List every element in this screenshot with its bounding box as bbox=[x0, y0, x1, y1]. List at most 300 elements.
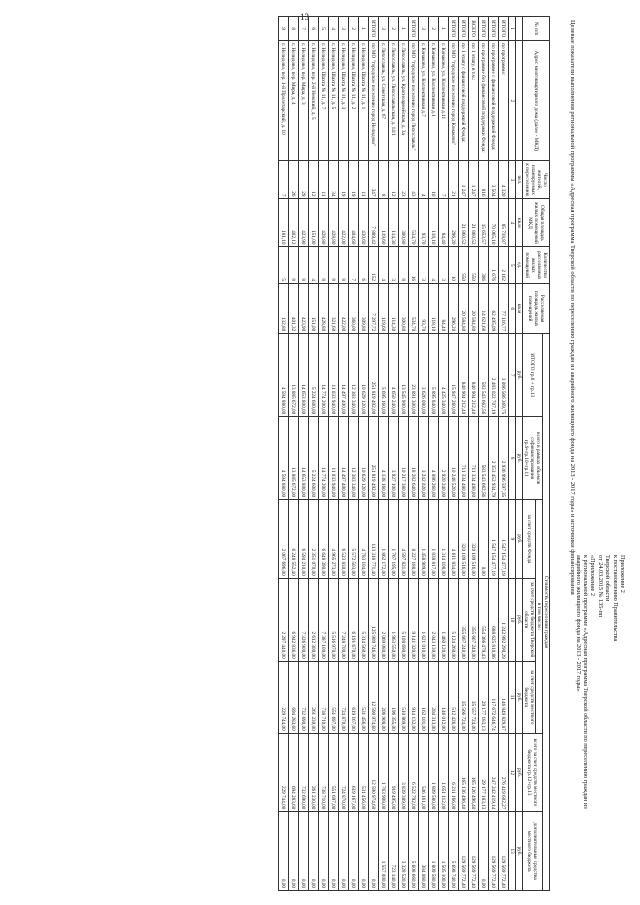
cell-total: 10 629 120,00 bbox=[359, 334, 369, 417]
cell-people: 19 bbox=[349, 161, 359, 199]
cell-total: 14 497 400,00 bbox=[339, 334, 349, 417]
cell-address: г. Конаково, ул. Коллективная д.11 bbox=[439, 41, 449, 161]
table-row bbox=[379, 17, 389, 891]
cell-total: 12 383 340,00 bbox=[349, 334, 359, 417]
column-index: 5 bbox=[509, 247, 516, 284]
cell-people: 7 bbox=[279, 161, 289, 199]
cell-extra: 5 698 740,00 bbox=[449, 812, 459, 891]
cell-extra: 0,00 bbox=[329, 812, 339, 891]
cell-local-all: 619 167,00 bbox=[349, 733, 359, 812]
cell-address: по программе без финансовой поддержки Фонда: bbox=[479, 41, 489, 161]
cell-fund: 1 862 172,00 bbox=[379, 500, 389, 579]
cell-region: 9 141 320,00 bbox=[409, 578, 419, 661]
cell-fund: 320 109 516,00 bbox=[469, 500, 479, 579]
cell-local-all: 546 161,00 bbox=[419, 733, 429, 812]
cell-extra: 0,00 bbox=[289, 812, 299, 891]
cell-extra: 129 569 772,40 bbox=[489, 812, 499, 891]
cell-local-all: 165 126 496,40 bbox=[469, 733, 479, 812]
cell-total: 5 695 160,00 bbox=[379, 334, 389, 417]
table-row bbox=[349, 17, 359, 891]
cell-units: 1 676 bbox=[489, 247, 499, 284]
cell-resettled-area: 534,70 bbox=[409, 284, 419, 334]
cell-fund: 4 783 104,00 bbox=[359, 500, 369, 579]
cell-extra: 0,00 bbox=[339, 812, 349, 891]
column-index: 3 bbox=[509, 161, 516, 199]
cell-total: 4 425 340,00 bbox=[439, 334, 449, 417]
cell-local: 29 177 183,13 bbox=[479, 661, 489, 733]
header-no: № п/п bbox=[523, 17, 550, 41]
cell-region: 6 191 670,00 bbox=[349, 578, 359, 661]
cell-no: 6 bbox=[309, 17, 319, 41]
column-index: 11 bbox=[509, 661, 516, 733]
cell-region: 5 108 690,00 bbox=[399, 578, 409, 661]
cell-units: 2 162 bbox=[499, 247, 509, 284]
cell-units: 5 bbox=[279, 247, 289, 284]
header-people: Число жителей, планируемых к переселению bbox=[523, 161, 550, 199]
cell-no: 3 bbox=[379, 17, 389, 41]
cell-region: 2 612 300,00 bbox=[309, 578, 319, 661]
cell-extra: 0,00 bbox=[319, 812, 329, 891]
cell-local: 551 697,00 bbox=[329, 661, 339, 733]
cell-resettled-area: 151,00 bbox=[309, 284, 319, 334]
cell-resettled-area: 114,30 bbox=[389, 284, 399, 334]
cell-cofinancing: 3 242 020,00 bbox=[419, 417, 429, 500]
column-index: 12 bbox=[509, 733, 516, 812]
header-row-1 bbox=[543, 17, 550, 891]
cell-units: 8 bbox=[289, 247, 299, 284]
cell-units: 8 bbox=[329, 247, 339, 284]
cell-total: 251 819 492,00 bbox=[369, 334, 379, 417]
cell-cofinancing: 13 885 672,00 bbox=[289, 417, 299, 500]
cell-region: 1 621 010,00 bbox=[419, 578, 429, 661]
cell-fund: 2 067 696,00 bbox=[279, 500, 289, 579]
header-fund: за счет средств Фонда bbox=[523, 500, 536, 579]
cell-cofinancing: 2 936 996 597,35 bbox=[499, 417, 509, 500]
cell-address: по 1 этапу, в т.ч.: bbox=[469, 41, 479, 161]
cell-local: 732 690,00 bbox=[299, 661, 309, 733]
cell-total: 23 891 300,00 bbox=[409, 334, 419, 417]
cell-extra: 0,00 bbox=[279, 812, 289, 891]
cell-cofinancing: 2 920 240,00 bbox=[439, 417, 449, 500]
cell-fund: 4 965 273,00 bbox=[329, 500, 339, 579]
cell-units: 3 bbox=[419, 247, 429, 284]
cell-area: 402,12 bbox=[289, 199, 299, 247]
cell-area: 296,20 bbox=[449, 199, 459, 247]
cell-local: 724 870,00 bbox=[339, 661, 349, 733]
cell-cofinancing: 4 594 880,00 bbox=[279, 417, 289, 500]
cell-no: ВСЕГО bbox=[469, 17, 479, 41]
cell-address: г. Нелидово, Шахта № 11, д. 5 bbox=[329, 41, 339, 161]
cell-fund: 113 318 771,40 bbox=[369, 500, 379, 579]
cell-no: 8 bbox=[289, 17, 299, 41]
cell-local: 162 101,00 bbox=[419, 661, 429, 733]
cell-total: 840 904 212,40 bbox=[469, 334, 479, 417]
cell-local: 531 456,00 bbox=[359, 661, 369, 733]
cell-extra: 1 505 100,00 bbox=[439, 812, 449, 891]
cell-extra: 0,00 bbox=[359, 812, 369, 891]
cell-area: 300,80 bbox=[399, 199, 409, 247]
cell-fund: 1 838 817,00 bbox=[429, 500, 439, 579]
cell-region: 1 963 550,00 bbox=[389, 578, 399, 661]
cell-cofinancing: 711 334 480,00 bbox=[459, 417, 469, 500]
cell-cofinancing: 4 138 160,00 bbox=[379, 417, 389, 500]
cell-extra: 0,00 bbox=[369, 812, 379, 891]
cell-address: г. Нелидово, пер. Мира, д. 4 bbox=[289, 41, 299, 161]
cell-resettled-area: 119,60 bbox=[379, 284, 389, 334]
cell-units: 16 bbox=[409, 247, 419, 284]
cell-total: 13 545 900,00 bbox=[399, 334, 409, 417]
cell-cofinancing: 5 224 600,00 bbox=[309, 417, 319, 500]
cell-total: 11 033 940,00 bbox=[329, 334, 339, 417]
cell-people: 8 bbox=[379, 161, 389, 199]
cell-address: г. Нелидово, Шахта № 11, д. 1 bbox=[359, 41, 369, 161]
cell-units: 8 bbox=[399, 247, 409, 284]
cell-units: 6 bbox=[359, 247, 369, 284]
cell-people: 3 504 bbox=[489, 161, 499, 199]
unit-cell bbox=[516, 17, 523, 41]
header-extra: дополнительные средства местного бюджета bbox=[523, 812, 543, 891]
cell-extra: 1 809 580,00 bbox=[429, 812, 439, 891]
header-units: Количество расселяемых жилых помещений bbox=[523, 247, 550, 284]
cell-region: 5 516 970,00 bbox=[329, 578, 339, 661]
cell-local-all: 551 697,00 bbox=[329, 733, 339, 812]
cell-units: 152 bbox=[369, 247, 379, 284]
cell-local: 117 672 646,74 bbox=[489, 661, 499, 733]
cell-area: 428,80 bbox=[319, 199, 329, 247]
cell-extra: 0,00 bbox=[299, 812, 309, 891]
cell-fund: 6 594 210,00 bbox=[299, 500, 309, 579]
cell-people: 12 bbox=[309, 161, 319, 199]
cell-people: 29 bbox=[299, 161, 309, 199]
cell-cofinancing: 10 629 120,00 bbox=[359, 417, 369, 500]
cell-resettled-area: 20 584,80 bbox=[469, 284, 479, 334]
cell-no: 1 bbox=[439, 17, 449, 41]
cell-extra: 3 328 520,00 bbox=[399, 812, 409, 891]
cell-cofinancing: 583 543 662,56 bbox=[479, 417, 489, 500]
cell-local-all: 1 763 908,00 bbox=[379, 733, 389, 812]
cell-units: 3 bbox=[389, 247, 399, 284]
cell-area: 423,90 bbox=[299, 199, 309, 247]
cell-local: 35 557 724,00 bbox=[469, 661, 479, 733]
cell-local-all: 724 870,00 bbox=[339, 733, 349, 812]
cell-local-all: 276 419 602,27 bbox=[499, 733, 509, 812]
unit-cell: кв.м bbox=[516, 284, 523, 334]
cell-no: ИТОГО bbox=[409, 17, 419, 41]
cell-local: 35 566 724,00 bbox=[459, 661, 469, 733]
cell-address: г. Лихославль, ул. Советская, д. 67 bbox=[379, 41, 389, 161]
cell-no: 4 bbox=[329, 17, 339, 41]
cell-local: 196 355,00 bbox=[389, 661, 399, 733]
appendix-line: аварийного жилищного фонда на 2013 - 2017 годы» bbox=[574, 555, 582, 692]
cell-extra: 5 608 660,00 bbox=[409, 812, 419, 891]
cell-local-all: 694 283,60 bbox=[289, 733, 299, 812]
cell-fund: 1 767 195,00 bbox=[389, 500, 399, 579]
column-index: 7 bbox=[509, 334, 516, 417]
units-row bbox=[516, 17, 523, 891]
appendix-line: «Приложение 2 bbox=[589, 555, 597, 596]
header-cofinancing: всего в рамках объемов софинансирования гр.9+гр.10+гр.11 bbox=[523, 417, 543, 500]
cell-cofinancing: 2 353 452 934,79 bbox=[489, 417, 499, 500]
cell-region: 5 314 560,00 bbox=[359, 578, 369, 661]
cell-address: по МО "городское поселение город Лихославль" bbox=[409, 41, 419, 161]
cell-fund: 1 458 909,00 bbox=[419, 500, 429, 579]
cell-address: по МО "городское поселение город Конаково" bbox=[449, 41, 459, 161]
cell-units: 8 bbox=[339, 247, 349, 284]
cell-no: 2 bbox=[429, 17, 439, 41]
cell-extra: 384 060,00 bbox=[419, 812, 429, 891]
unit-cell: руб. bbox=[516, 334, 523, 417]
cell-local-all: 531 456,00 bbox=[359, 733, 369, 812]
cell-local: 738 710,00 bbox=[319, 661, 329, 733]
cell-cofinancing: 18 282 640,00 bbox=[409, 417, 419, 500]
cell-units: 8 bbox=[299, 247, 309, 284]
column-index: 13 bbox=[509, 812, 516, 891]
cell-cofinancing: 14 653 800,00 bbox=[299, 417, 309, 500]
cell-people: 12 bbox=[389, 161, 399, 199]
targets-table bbox=[278, 16, 550, 891]
page-number: 13 bbox=[300, 12, 309, 22]
appendix-line: к региональной программе «Адресная программа Тверской области по переселению граждан из bbox=[581, 555, 589, 809]
unit-cell: ед. bbox=[516, 247, 523, 284]
table-row bbox=[499, 17, 509, 891]
cell-people: 1 247 bbox=[469, 161, 479, 199]
cell-extra: 129 569 772,40 bbox=[459, 812, 469, 891]
cell-region: 6 942 836,00 bbox=[289, 578, 299, 661]
cell-units: 8 bbox=[319, 247, 329, 284]
table-row bbox=[489, 17, 499, 891]
cell-address: по 1 этапу с финансовой поддержкой Фонда: bbox=[459, 41, 469, 161]
table-row bbox=[479, 17, 489, 891]
cell-area: 430,60 bbox=[359, 199, 369, 247]
cell-no: 2 bbox=[389, 17, 399, 41]
table-row bbox=[319, 17, 329, 891]
appendix-line: от 24.03.2015 № 135-пп bbox=[596, 555, 604, 618]
cell-total: 2 483 022 707,19 bbox=[489, 334, 499, 417]
cell-local: 510 869,00 bbox=[399, 661, 409, 733]
column-index-row bbox=[509, 17, 516, 891]
cell-area: 181,10 bbox=[279, 199, 289, 247]
appendix-line: Приложение 2 bbox=[619, 555, 626, 593]
column-index: 2 bbox=[509, 41, 516, 161]
cell-units: 550 bbox=[459, 247, 469, 284]
cell-total: 3 066 566 369,75 bbox=[499, 334, 509, 417]
cell-local-all: 732 690,00 bbox=[299, 733, 309, 812]
cell-area: 93,70 bbox=[419, 199, 429, 247]
cell-fund: 1 547 154 477,19 bbox=[489, 500, 499, 579]
cell-region: 125 909 746,00 bbox=[369, 578, 379, 661]
cell-no: ИТОГО bbox=[369, 17, 379, 41]
cell-resettled-area: 7 297,72 bbox=[369, 284, 379, 334]
cell-address: г. Нелидово, пер. 1-й Пролетарский, д. 10 bbox=[279, 41, 289, 161]
cell-local-all: 3 839 389,00 bbox=[399, 733, 409, 812]
table-row bbox=[309, 17, 319, 891]
cell-fund: 4 597 821,00 bbox=[399, 500, 409, 579]
table-row bbox=[419, 17, 429, 891]
appendix-line: к постановлению Правительства bbox=[611, 555, 619, 642]
cell-people: 7 bbox=[439, 161, 449, 199]
cell-people: 23 bbox=[399, 161, 409, 199]
cell-local: 261 230,00 bbox=[309, 661, 319, 733]
cell-cofinancing: 251 819 492,00 bbox=[369, 417, 379, 500]
cell-resettled-area: 401,32 bbox=[289, 284, 299, 334]
cell-total: 4 650 240,00 bbox=[389, 334, 399, 417]
cell-local-all: 229 744,00 bbox=[279, 733, 289, 812]
cell-local: 146 012,00 bbox=[439, 661, 449, 733]
cell-units: 4 bbox=[309, 247, 319, 284]
cell-total: 15 947 260,00 bbox=[449, 334, 459, 417]
cell-cofinancing: 4 086 260,00 bbox=[429, 417, 439, 500]
cell-cofinancing: 10 248 520,00 bbox=[449, 417, 459, 500]
table-row bbox=[369, 17, 379, 891]
cell-extra: 723 140,00 bbox=[389, 812, 399, 891]
column-index: 8 bbox=[509, 417, 516, 500]
table-row bbox=[409, 17, 419, 891]
cell-address: г. Нелидово, Шахта № 11, д. 7 bbox=[319, 41, 329, 161]
header-local-all: всего за счет средств местного бюджета гр.12+гр.13 bbox=[523, 733, 543, 812]
table-row bbox=[279, 17, 289, 891]
cell-resettled-area: 93,70 bbox=[419, 284, 429, 334]
cell-fund: 320 109 516,00 bbox=[459, 500, 469, 579]
cell-total: 4 594 880,00 bbox=[279, 334, 289, 417]
cell-cofinancing: 14 497 400,00 bbox=[339, 417, 349, 500]
cell-people: 43 bbox=[409, 161, 419, 199]
cell-people: 1 247 bbox=[459, 161, 469, 199]
cell-extra: 129 569 772,40 bbox=[469, 812, 479, 891]
cell-region: 7 387 100,00 bbox=[319, 578, 329, 661]
table-body bbox=[279, 17, 509, 891]
cell-people: 816 bbox=[479, 161, 489, 199]
cell-address: г. Конаково, ул. Коллективная д.7 bbox=[419, 41, 429, 161]
table-row bbox=[459, 17, 469, 891]
cell-extra: 0,00 bbox=[349, 812, 359, 891]
cell-region: 7 248 700,00 bbox=[339, 578, 349, 661]
cell-region: 355 667 240,00 bbox=[469, 578, 479, 661]
cell-address: г. Нелидово, пер. Мира, д. 3 bbox=[299, 41, 309, 161]
cell-area: 21 860,52 bbox=[469, 199, 479, 247]
cell-region: 5 124 260,00 bbox=[449, 578, 459, 661]
cell-fund: 4 611 834,00 bbox=[449, 500, 459, 579]
cell-people: 11 bbox=[319, 161, 329, 199]
column-index: 4 bbox=[509, 199, 516, 247]
cell-address: г. Нелидово, Шахта № 11, д. 3 bbox=[339, 41, 349, 161]
table-row bbox=[359, 17, 369, 891]
cell-fund: 6 648 390,00 bbox=[319, 500, 329, 579]
cell-resettled-area: 14 621,68 bbox=[479, 284, 489, 334]
cell-people: 10 bbox=[429, 161, 439, 199]
cell-extra: 0,00 bbox=[309, 812, 319, 891]
cell-total: 840 904 212,40 bbox=[459, 334, 469, 417]
cell-units: 4 bbox=[429, 247, 439, 284]
cell-no: 7 bbox=[299, 17, 309, 41]
cell-local-all: 6 211 166,00 bbox=[449, 733, 459, 812]
cell-resettled-area: 62 495,09 bbox=[489, 284, 499, 334]
cell-area: 151,00 bbox=[309, 199, 319, 247]
unit-cell: руб. bbox=[516, 661, 523, 733]
unit-cell: кв.м bbox=[516, 199, 523, 247]
cell-region: 355 667 240,00 bbox=[459, 578, 469, 661]
table-row bbox=[299, 17, 309, 891]
table-row bbox=[469, 17, 479, 891]
header-region: за счет средств бюджета Тверской области bbox=[523, 578, 536, 661]
cell-people: 19 bbox=[339, 161, 349, 199]
cell-area: 118,10 bbox=[429, 199, 439, 247]
cell-resettled-area: 296,20 bbox=[449, 284, 459, 334]
cell-address: г. Нелидово, пер. 2-й Невский, д. 5 bbox=[309, 41, 319, 161]
cell-cofinancing: 12 383 340,00 bbox=[349, 417, 359, 500]
cell-people: 21 bbox=[449, 161, 459, 199]
cell-address: г. Конаково, ул. Коллективная д.1 bbox=[429, 41, 439, 161]
cell-units: 4 bbox=[379, 247, 389, 284]
cell-no: 1 bbox=[399, 17, 409, 41]
cell-address: по программе с финансовой поддержкой Фонда: bbox=[489, 41, 499, 161]
unit-cell bbox=[516, 41, 523, 161]
cell-fund: 1 547 154 477,19 bbox=[499, 500, 509, 579]
table-row bbox=[399, 17, 409, 891]
cell-people: 4 bbox=[419, 161, 429, 199]
table-row bbox=[339, 17, 349, 891]
cell-region: 7 326 900,00 bbox=[299, 578, 309, 661]
cell-extra: 0,00 bbox=[479, 812, 489, 891]
cell-no: 3 bbox=[339, 17, 349, 41]
cell-total: 13 885 672,00 bbox=[289, 334, 299, 417]
cell-local: 512 426,00 bbox=[449, 661, 459, 733]
table-row bbox=[289, 17, 299, 891]
cell-area: 85 718,87 bbox=[499, 199, 509, 247]
cell-region: 2 297 440,00 bbox=[279, 578, 289, 661]
cell-region: 1 460 120,00 bbox=[439, 578, 449, 661]
cell-cofinancing: 3 927 100,00 bbox=[389, 417, 399, 500]
cell-no: 3 bbox=[419, 17, 429, 41]
unit-cell: руб. bbox=[516, 733, 523, 812]
cell-resettled-area: 321,60 bbox=[329, 284, 339, 334]
cell-address: по МО "городское поселение город Нелидово" bbox=[369, 41, 379, 161]
cell-local: 229 744,00 bbox=[279, 661, 289, 733]
cell-resettled-area: 118,10 bbox=[429, 284, 439, 334]
cell-no: 2 bbox=[349, 17, 359, 41]
table-row bbox=[449, 17, 459, 891]
cell-units: 3 bbox=[439, 247, 449, 284]
cell-fund: 6 523 830,00 bbox=[339, 500, 349, 579]
cell-area: 114,30 bbox=[389, 199, 399, 247]
cell-area: 15 653,57 bbox=[479, 199, 489, 247]
document-title: Целевые показатели выполнения региональной программы «Адресная программа Тверской области по переселению граждан из аварийного жилищного фонда на 2013 - 2017 годы» и источники финансирования bbox=[569, 20, 576, 595]
cell-no: 5 bbox=[319, 17, 329, 41]
header-total: ИТОГО гр.8 + гр.13 bbox=[523, 334, 543, 417]
header-cost-group: Стоимость переселения граждан bbox=[543, 334, 550, 891]
cell-people: 34 bbox=[329, 161, 339, 199]
cell-region: 554 366 479,43 bbox=[479, 578, 489, 661]
cell-area: 404,60 bbox=[349, 199, 359, 247]
cell-fund: 5 572 503,00 bbox=[349, 500, 359, 579]
cell-people: 347 bbox=[369, 161, 379, 199]
cell-no: 1 bbox=[359, 17, 369, 41]
header-resettled-area: Расселяемая площадь жилых помещений bbox=[523, 284, 550, 334]
table-row bbox=[429, 17, 439, 891]
cell-no: ИТОГО bbox=[459, 17, 469, 41]
cell-area: 84,40 bbox=[439, 199, 449, 247]
cell-local-all: 6 522 792,00 bbox=[409, 733, 419, 812]
unit-cell: чел. bbox=[516, 161, 523, 199]
cell-fund: 2 351 070,00 bbox=[309, 500, 319, 579]
cell-extra: 129 569 772,40 bbox=[499, 812, 509, 891]
header-local: за счет средств местного бюджета bbox=[523, 661, 536, 733]
cell-local-all: 1 809 580,00 bbox=[429, 733, 439, 812]
cell-local: 914 132,00 bbox=[409, 661, 419, 733]
cell-units: 386 bbox=[479, 247, 489, 284]
unit-cell: руб. bbox=[516, 578, 523, 661]
cell-total: 3 626 080,00 bbox=[419, 334, 429, 417]
cell-no: ИТОГО bbox=[479, 17, 489, 41]
